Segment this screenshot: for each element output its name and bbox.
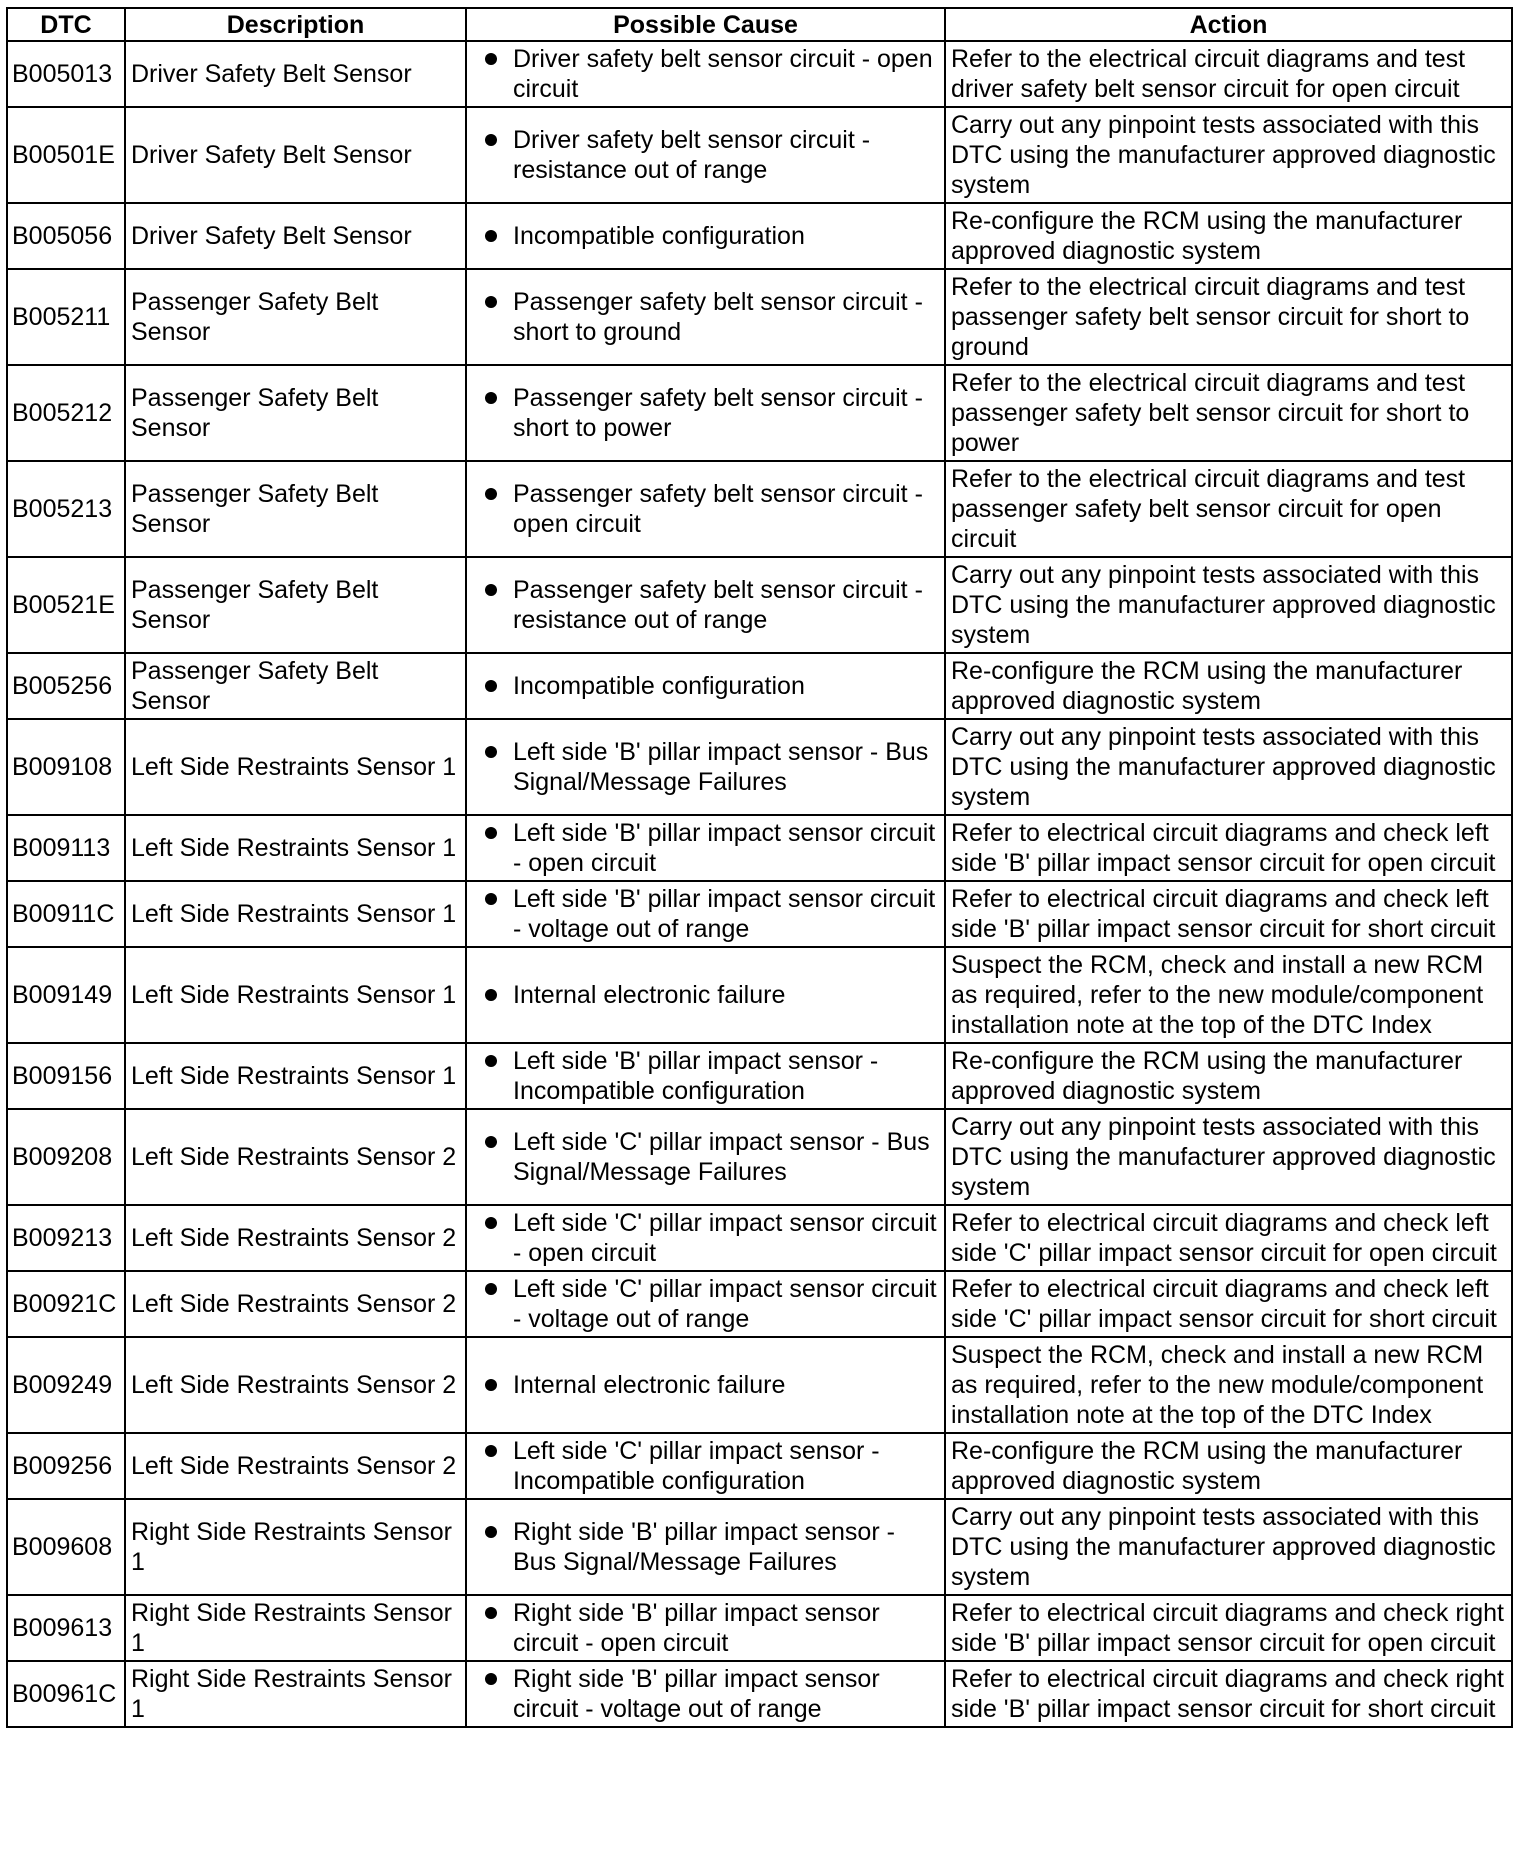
bullet-icon	[485, 1607, 497, 1619]
possible-cause-cell	[466, 815, 945, 881]
bullet-icon	[485, 827, 497, 839]
action-cell: Carry out any pinpoint tests associated with this DTC using the manufacturer approved diagnostic system	[945, 557, 1512, 653]
cause-bullet-item	[485, 287, 939, 347]
action-cell: Refer to electrical circuit diagrams and check right side 'B' pillar impact sensor circuit for short circuit	[945, 1661, 1512, 1727]
bullet-icon	[485, 1526, 497, 1538]
cause-text: Passenger safety belt sensor circuit - short to ground	[513, 288, 923, 346]
table-header	[7, 8, 1512, 41]
action-cell: Suspect the RCM, check and install a new RCM as required, refer to the new module/component installation note at the top of the DTC Index	[945, 1337, 1512, 1433]
bullet-icon	[485, 53, 497, 65]
cause-bullet-item	[485, 1208, 939, 1268]
possible-cause-cell	[466, 1433, 945, 1499]
action-cell: Carry out any pinpoint tests associated with this DTC using the manufacturer approved diagnostic system	[945, 1109, 1512, 1205]
table-row	[7, 1661, 1512, 1727]
header-possible-cause: Possible Cause	[466, 8, 945, 41]
description-cell: Driver Safety Belt Sensor	[125, 41, 466, 107]
table-row	[7, 1433, 1512, 1499]
possible-cause-cell	[466, 1499, 945, 1595]
dtc-code-cell: B009108	[7, 719, 125, 815]
bullet-icon	[485, 1673, 497, 1685]
cause-text: Left side 'B' pillar impact sensor circuit - open circuit	[513, 819, 936, 877]
table-row	[7, 107, 1512, 203]
dtc-code-cell: B00921C	[7, 1271, 125, 1337]
description-cell: Passenger Safety Belt Sensor	[125, 653, 466, 719]
action-cell: Re-configure the RCM using the manufacturer approved diagnostic system	[945, 1433, 1512, 1499]
description-cell: Passenger Safety Belt Sensor	[125, 461, 466, 557]
description-cell: Left Side Restraints Sensor 1	[125, 719, 466, 815]
table-row	[7, 653, 1512, 719]
cause-bullet-item	[485, 1436, 939, 1496]
possible-cause-cell	[466, 881, 945, 947]
cause-bullet-item	[485, 671, 939, 701]
table-row	[7, 461, 1512, 557]
possible-cause-cell	[466, 653, 945, 719]
dtc-code-cell: B00521E	[7, 557, 125, 653]
table-row	[7, 881, 1512, 947]
cause-bullet-item	[485, 1370, 939, 1400]
dtc-code-cell: B009156	[7, 1043, 125, 1109]
cause-bullet-item	[485, 818, 939, 878]
table-row	[7, 947, 1512, 1043]
description-cell: Left Side Restraints Sensor 1	[125, 881, 466, 947]
possible-cause-cell	[466, 203, 945, 269]
dtc-code-cell: B005213	[7, 461, 125, 557]
cause-text: Left side 'C' pillar impact sensor circuit - open circuit	[513, 1209, 937, 1267]
possible-cause-cell	[466, 557, 945, 653]
bullet-icon	[485, 392, 497, 404]
table-row	[7, 719, 1512, 815]
action-cell: Carry out any pinpoint tests associated with this DTC using the manufacturer approved diagnostic system	[945, 107, 1512, 203]
table-row	[7, 365, 1512, 461]
table-row	[7, 1043, 1512, 1109]
bullet-icon	[485, 1136, 497, 1148]
possible-cause-cell	[466, 1043, 945, 1109]
header-row	[7, 8, 1512, 41]
header-dtc: DTC	[7, 8, 125, 41]
cause-bullet-item	[485, 884, 939, 944]
bullet-icon	[485, 1379, 497, 1391]
description-cell: Driver Safety Belt Sensor	[125, 107, 466, 203]
dtc-code-cell: B009249	[7, 1337, 125, 1433]
description-cell: Passenger Safety Belt Sensor	[125, 365, 466, 461]
header-description: Description	[125, 8, 466, 41]
cause-bullet-item	[485, 1274, 939, 1334]
possible-cause-cell	[466, 1271, 945, 1337]
cause-text: Right side 'B' pillar impact sensor - Bus Signal/Message Failures	[513, 1518, 895, 1576]
cause-text: Incompatible configuration	[513, 222, 805, 250]
cause-bullet-item	[485, 1664, 939, 1724]
description-cell: Left Side Restraints Sensor 1	[125, 947, 466, 1043]
possible-cause-cell	[466, 365, 945, 461]
cause-text: Left side 'B' pillar impact sensor circuit - voltage out of range	[513, 885, 936, 943]
possible-cause-cell	[466, 41, 945, 107]
dtc-code-cell: B005013	[7, 41, 125, 107]
cause-bullet-item	[485, 737, 939, 797]
bullet-icon	[485, 296, 497, 308]
description-cell: Left Side Restraints Sensor 2	[125, 1433, 466, 1499]
possible-cause-cell	[466, 1205, 945, 1271]
description-cell: Right Side Restraints Sensor 1	[125, 1595, 466, 1661]
cause-text: Passenger safety belt sensor circuit - short to power	[513, 384, 923, 442]
cause-text: Left side 'C' pillar impact sensor - Incompatible configuration	[513, 1437, 880, 1495]
cause-text: Right side 'B' pillar impact sensor circuit - voltage out of range	[513, 1665, 880, 1723]
cause-bullet-item	[485, 125, 939, 185]
cause-text: Internal electronic failure	[513, 981, 786, 1009]
dtc-code-cell: B00501E	[7, 107, 125, 203]
cause-text: Right side 'B' pillar impact sensor circuit - open circuit	[513, 1599, 880, 1657]
table-row	[7, 557, 1512, 653]
action-cell: Refer to the electrical circuit diagrams and test driver safety belt sensor circuit for open circuit	[945, 41, 1512, 107]
description-cell: Passenger Safety Belt Sensor	[125, 269, 466, 365]
table-body	[7, 41, 1512, 1727]
dtc-code-cell: B009613	[7, 1595, 125, 1661]
action-cell: Re-configure the RCM using the manufacturer approved diagnostic system	[945, 653, 1512, 719]
cause-bullet-item	[485, 221, 939, 251]
action-cell: Refer to electrical circuit diagrams and check right side 'B' pillar impact sensor circuit for open circuit	[945, 1595, 1512, 1661]
dtc-code-cell: B005212	[7, 365, 125, 461]
cause-bullet-item	[485, 575, 939, 635]
description-cell: Driver Safety Belt Sensor	[125, 203, 466, 269]
description-cell: Passenger Safety Belt Sensor	[125, 557, 466, 653]
dtc-code-cell: B009213	[7, 1205, 125, 1271]
possible-cause-cell	[466, 1337, 945, 1433]
cause-text: Passenger safety belt sensor circuit - resistance out of range	[513, 576, 923, 634]
dtc-table	[6, 7, 1513, 1728]
action-cell: Suspect the RCM, check and install a new RCM as required, refer to the new module/component installation note at the top of the DTC Index	[945, 947, 1512, 1043]
table-row	[7, 41, 1512, 107]
possible-cause-cell	[466, 107, 945, 203]
bullet-icon	[485, 1445, 497, 1457]
action-cell: Refer to the electrical circuit diagrams and test passenger safety belt sensor circuit for short to ground	[945, 269, 1512, 365]
description-cell: Left Side Restraints Sensor 2	[125, 1271, 466, 1337]
cause-bullet-item	[485, 479, 939, 539]
description-cell: Left Side Restraints Sensor 2	[125, 1337, 466, 1433]
possible-cause-cell	[466, 461, 945, 557]
cause-bullet-item	[485, 383, 939, 443]
bullet-icon	[485, 488, 497, 500]
table-row	[7, 1595, 1512, 1661]
dtc-code-cell: B009256	[7, 1433, 125, 1499]
table-row	[7, 815, 1512, 881]
table-row	[7, 1109, 1512, 1205]
description-cell: Left Side Restraints Sensor 1	[125, 815, 466, 881]
description-cell: Left Side Restraints Sensor 2	[125, 1205, 466, 1271]
action-cell: Refer to electrical circuit diagrams and check left side 'B' pillar impact sensor circuit for open circuit	[945, 815, 1512, 881]
possible-cause-cell	[466, 719, 945, 815]
bullet-icon	[485, 1283, 497, 1295]
dtc-code-cell: B00911C	[7, 881, 125, 947]
table-row	[7, 269, 1512, 365]
dtc-code-cell: B00961C	[7, 1661, 125, 1727]
action-cell: Refer to electrical circuit diagrams and check left side 'B' pillar impact sensor circuit for short circuit	[945, 881, 1512, 947]
cause-text: Driver safety belt sensor circuit - resistance out of range	[513, 126, 871, 184]
cause-text: Internal electronic failure	[513, 1371, 786, 1399]
possible-cause-cell	[466, 1595, 945, 1661]
possible-cause-cell	[466, 1109, 945, 1205]
action-cell: Re-configure the RCM using the manufacturer approved diagnostic system	[945, 1043, 1512, 1109]
dtc-code-cell: B009208	[7, 1109, 125, 1205]
possible-cause-cell	[466, 947, 945, 1043]
table-row	[7, 1271, 1512, 1337]
action-cell: Carry out any pinpoint tests associated with this DTC using the manufacturer approved diagnostic system	[945, 1499, 1512, 1595]
table-row	[7, 1205, 1512, 1271]
cause-text: Left side 'B' pillar impact sensor - Incompatible configuration	[513, 1047, 879, 1105]
bullet-icon	[485, 746, 497, 758]
bullet-icon	[485, 989, 497, 1001]
description-cell: Left Side Restraints Sensor 2	[125, 1109, 466, 1205]
dtc-code-cell: B009113	[7, 815, 125, 881]
table-row	[7, 203, 1512, 269]
table-row	[7, 1499, 1512, 1595]
bullet-icon	[485, 134, 497, 146]
action-cell: Re-configure the RCM using the manufacturer approved diagnostic system	[945, 203, 1512, 269]
action-cell: Refer to the electrical circuit diagrams and test passenger safety belt sensor circuit for open circuit	[945, 461, 1512, 557]
cause-bullet-item	[485, 44, 939, 104]
description-cell: Left Side Restraints Sensor 1	[125, 1043, 466, 1109]
bullet-icon	[485, 893, 497, 905]
table-row	[7, 1337, 1512, 1433]
cause-bullet-item	[485, 980, 939, 1010]
cause-text: Incompatible configuration	[513, 672, 805, 700]
dtc-code-cell: B009608	[7, 1499, 125, 1595]
bullet-icon	[485, 1055, 497, 1067]
cause-bullet-item	[485, 1127, 939, 1187]
cause-text: Driver safety belt sensor circuit - open circuit	[513, 45, 933, 103]
description-cell: Right Side Restraints Sensor 1	[125, 1499, 466, 1595]
cause-text: Left side 'C' pillar impact sensor - Bus Signal/Message Failures	[513, 1128, 930, 1186]
cause-text: Left side 'C' pillar impact sensor circuit - voltage out of range	[513, 1275, 937, 1333]
action-cell: Refer to the electrical circuit diagrams and test passenger safety belt sensor circuit for short to power	[945, 365, 1512, 461]
action-cell: Refer to electrical circuit diagrams and check left side 'C' pillar impact sensor circuit for open circuit	[945, 1205, 1512, 1271]
description-cell: Right Side Restraints Sensor 1	[125, 1661, 466, 1727]
action-cell: Carry out any pinpoint tests associated with this DTC using the manufacturer approved diagnostic system	[945, 719, 1512, 815]
cause-bullet-item	[485, 1046, 939, 1106]
bullet-icon	[485, 230, 497, 242]
dtc-code-cell: B009149	[7, 947, 125, 1043]
possible-cause-cell	[466, 1661, 945, 1727]
possible-cause-cell	[466, 269, 945, 365]
cause-text: Passenger safety belt sensor circuit - open circuit	[513, 480, 923, 538]
dtc-code-cell: B005211	[7, 269, 125, 365]
cause-text: Left side 'B' pillar impact sensor - Bus Signal/Message Failures	[513, 738, 929, 796]
bullet-icon	[485, 680, 497, 692]
dtc-code-cell: B005056	[7, 203, 125, 269]
bullet-icon	[485, 584, 497, 596]
cause-bullet-item	[485, 1598, 939, 1658]
action-cell: Refer to electrical circuit diagrams and check left side 'C' pillar impact sensor circuit for short circuit	[945, 1271, 1512, 1337]
dtc-code-cell: B005256	[7, 653, 125, 719]
header-action: Action	[945, 8, 1512, 41]
bullet-icon	[485, 1217, 497, 1229]
cause-bullet-item	[485, 1517, 939, 1577]
